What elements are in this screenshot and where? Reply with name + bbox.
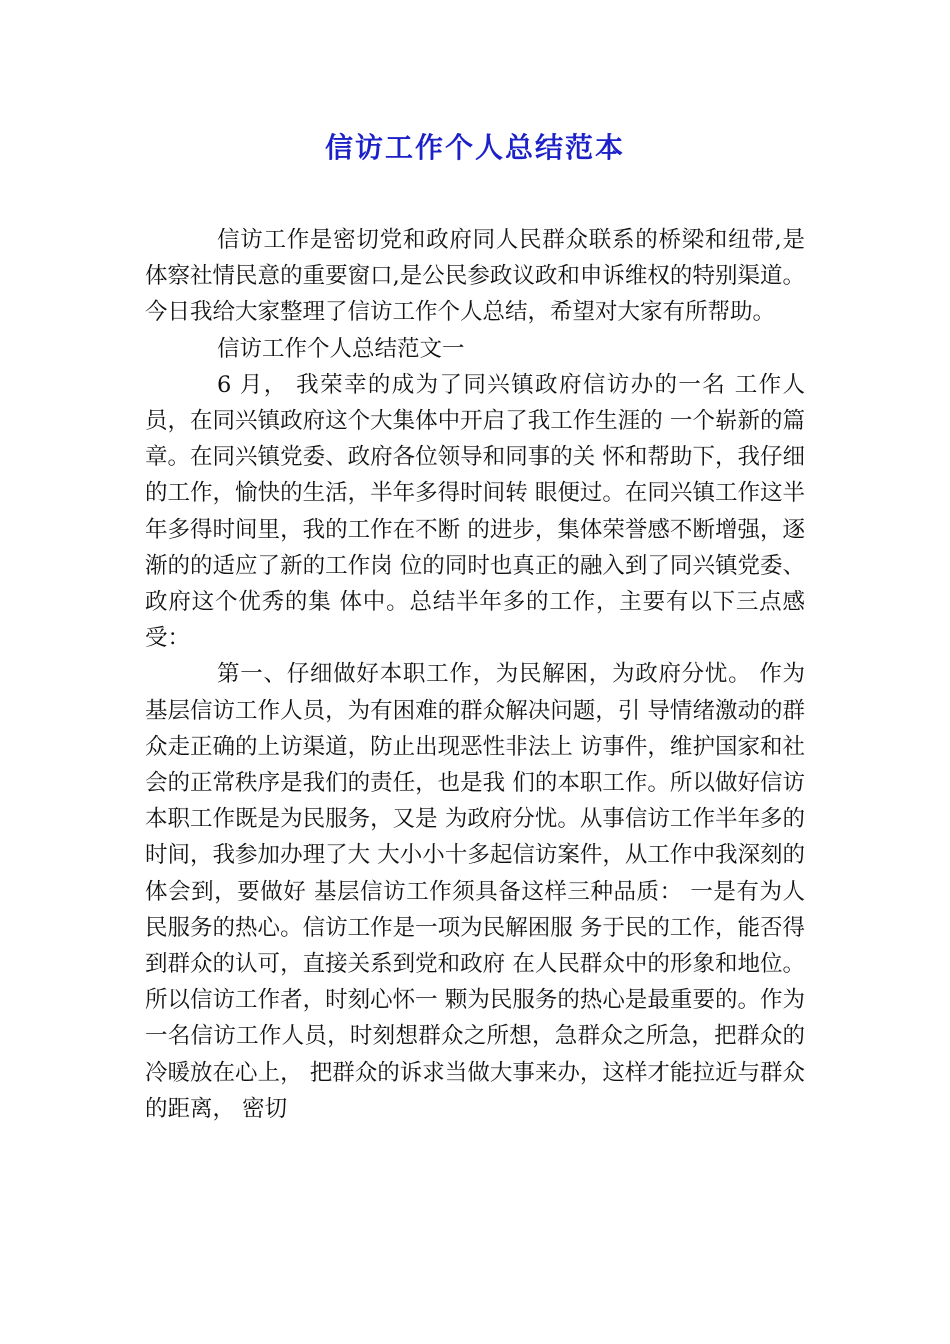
section-heading: 信访工作个人总结范文一 [217, 335, 465, 362]
intro-paragraph: 信访工作是密切党和政府同人民群众联系的桥梁和纽带,是体察社情民意的重要窗口,是公民参政议政和申诉维权的特别渠道。今日我给大家整理了信访工作个人总结，希望对大家有所帮助。 [145, 227, 805, 326]
body-paragraph: 第一、仔细做好本职工作，为民解困，为政府分忧。 作为基层信访工作人员，为有困难的群众解决问题，引 导情绪激动的群众走正确的上访渠道，防止出现恶性非法上 访事件，维护国家和社会的正常秩序是我们的责任，也是我 们的本职工作。所以做好信访本职工作既是为民服务，又是 为政府分忧。从事信访工作半年多的时间，我参加办理了大 大小小十多起信访案件，从工作中我深刻的体会到，要做好 基层信访工作须具备这样三种品质： 一是有为人民服务的热心。信访工作是一项为民解困服 务于民的工作，能否得到群众的认可，直接关系到党和政府 在人民群众中的形象和地位。所以信访工作者，时刻心怀一 颗为民服务的热心是最重要的。作为一名信访工作人员，时刻想群众之所想，急群众之所急，把群众的冷暖放在心上， 把群众的诉求当做大事来办，这样才能拉近与群众的距离， 密切 [145, 661, 805, 1122]
document-body [145, 222, 805, 1127]
body-paragraph: 6 月， 我荣幸的成为了同兴镇政府信访办的一名 工作人员，在同兴镇政府这个大集体中开启了我工作生涯的 一个崭新的篇章。在同兴镇党委、政府各位领导和同事的关 怀和帮助下，我仔细的工作，愉快的生活，半年多得时间转 眼便过。在同兴镇工作这半年多得时间里，我的工作在不断 的进步，集体荣誉感不断增强，逐渐的的适应了新的工作岗 位的同时也真正的融入到了同兴镇党委、政府这个优秀的集 体中。总结半年多的工作，主要有以下三点感受： [145, 371, 805, 652]
document-title: 信访工作个人总结范本 [324, 131, 625, 164]
